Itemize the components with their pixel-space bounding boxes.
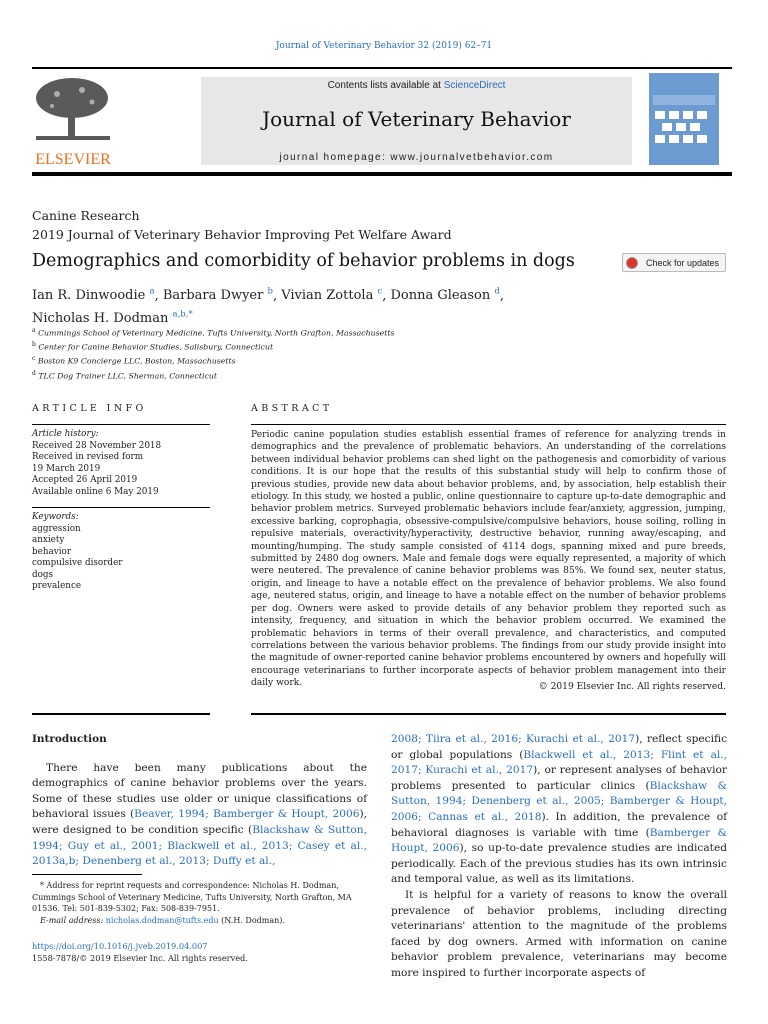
divider <box>251 424 726 425</box>
header-bottom-rule <box>32 172 732 176</box>
keyword: behavior <box>32 546 72 557</box>
article-title: Demographics and comorbidity of behavior problems in dogs <box>32 251 575 271</box>
journal-reference[interactable]: Journal of Veterinary Behavior 32 (2019) 62–71 <box>275 41 493 51</box>
abstract-text: Periodic canine population studies establish essential frames of reference for analyzing trends in demographics and the prevalence of problematic behaviors. An understanding of the correlations between individual behavior problems can shed light on the pathogenesis and comorbidity of various conditions. It is our hope that the results of this substantial study will help to confirm those of previous studies, provide new data about behavior problems, and, by association, help establish their etiology. In this study, we hosted a public, online questionnaire to capture up-to-date demographic and behavior problem metrics. Surveyed problematic behaviors include fear/anxiety, aggression, jumping, excessive barking, coprophagia, obsessive-compulsive/compulsive behaviors, house soiling, rolling in repulsive materials, overactivity/hyperactivity, destructive behavior, running away/escaping, and mounting/humping. The study sample consisted of 4114 dogs, spanning mixed and pure breeds, submitted by 2480 dog owners. Male and female dogs were equally represented, a majority of which were neutered. The prevalence of canine behavior problems was 85%. We found sex, neuter status, origin, and lineage to have a notable effect on the prevalence of behavior problems. We also found age, neutered status, origin, and lineage to have a notable effect on the number of behavior problems per dog. Owners were asked to provide details of any behavior problem they reported such as intensity, frequency, and situation in which the behavior problem occurred. We examined the problematic behaviors in terms of their overall prevalence, and characteristics, and computed correlations between the various behavior problems. The findings from our study provide insight into the magnitude of owner-reported canine behavior problems encountered by owners and hopefully will encourage veterinarians to further incorporate aspects of behavior problem management into their daily work. <box>251 430 726 689</box>
contents-line <box>201 80 632 91</box>
citation-link[interactable]: Blackshaw & Sutton, 1994; Guy et al., 2001; Blackwell et al., 2013; Casey et al., 2013a,b; Denenberg et al., 2013; Duffy et al., <box>32 823 367 868</box>
author-list: Ian R. Dinwoodie $^a$, Barbara Dwyer $^b$, Vivian Zottola $^c$, Donna Gleason $^d$, Nicholas H. Dodman $^{a,b,*}$ <box>32 287 504 326</box>
citation-link[interactable]: Beaver, 1994; Bamberger & Houpt, 2006 <box>134 808 360 821</box>
keyword: dogs <box>32 569 54 580</box>
email-link[interactable]: nicholas.dodman@tufts.edu <box>105 915 219 925</box>
abstract-heading: ABSTRACT <box>251 403 333 414</box>
keyword: prevalence <box>32 581 82 591</box>
author[interactable]: Ian R. Dinwoodie $^a$ <box>32 287 155 304</box>
journal-title: Journal of Veterinary Behavior <box>262 107 571 131</box>
article-section: Canine Research <box>32 208 140 223</box>
keyword: aggression <box>32 523 81 534</box>
affiliation: $^c$ Boston K9 Concierge LLC, Boston, Massachusetts <box>32 355 236 366</box>
divider <box>32 424 210 425</box>
history-item: 19 March 2019 <box>32 463 101 474</box>
divider <box>32 507 210 508</box>
article-info-heading: ARTICLE INFO <box>32 403 147 414</box>
author[interactable]: Nicholas H. Dodman $^{a,b,*}$ <box>32 309 193 326</box>
citation-link[interactable]: Blackwell et al., 2013; Flint et al., 2017; Kurachi et al., 2017 <box>391 748 728 777</box>
footnote-email-line: E-mail address: nicholas.dodman@tufts.edu (N.H. Dodman). <box>40 915 285 925</box>
affiliations <box>32 325 395 382</box>
intro-heading: Introduction <box>32 733 107 745</box>
check-updates-label: Check for updates <box>646 257 720 268</box>
citation-link[interactable]: Blackshaw & Sutton, 1994; Denenberg et al., 2005; Bamberger & Houpt, 2006; Cannas et al., 2018 <box>391 779 727 823</box>
keywords-label: Keywords: <box>32 512 79 522</box>
header-top-rule <box>32 67 732 69</box>
elsevier-logo <box>32 76 114 168</box>
footnote-divider <box>32 874 142 875</box>
intro-paragraph: It is helpful for a variety of reasons to know the overall prevalence of behavior problems, including directing veterinarians' attention to the magnitude of the problems faced by dog owners. Armed with information on canine behavior problem prevalence, veterinarians may become more inspired to further incorporate aspects of <box>391 888 727 979</box>
author[interactable]: Vivian Zottola $^c$ <box>281 287 383 304</box>
sciencedirect-link[interactable]: ScienceDirect <box>443 80 506 91</box>
citation-link[interactable]: 2008; Tiira et al., 2016; Kurachi et al., 2017 <box>391 733 636 745</box>
history-item: Available online 6 May 2019 <box>32 486 159 497</box>
history-item: Accepted 26 April 2019 <box>32 475 138 485</box>
contents-prefix: Contents lists available at <box>327 80 444 91</box>
history-item: Received 28 November 2018 <box>32 440 162 451</box>
doi-link[interactable]: https://doi.org/10.1016/j.jveb.2019.04.007 <box>32 941 208 951</box>
elsevier-tree-icon <box>32 76 114 168</box>
update-badge-icon <box>626 257 638 269</box>
citation-link[interactable]: Bamberger & Houpt, 2006 <box>391 826 727 855</box>
affiliation: $^b$ Center for Canine Behavior Studies, Salisbury, Connecticut <box>32 341 274 352</box>
history-item: Received in revised form <box>32 452 144 462</box>
publisher-name: ELSEVIER <box>35 151 111 168</box>
author[interactable]: Donna Gleason $^d$ <box>390 287 500 304</box>
author[interactable]: Barbara Dwyer $^b$ <box>162 287 273 304</box>
issn-line: 1558-7878/© 2019 Elsevier Inc. All rights reserved. <box>32 953 248 963</box>
intro-paragraph: 2008; Tiira et al., 2016; Kurachi et al., 2017), reflect specific or global populations (Blackwell et al., 2013; Flint et al., 2017; Kurachi et al., 2017), or represent analyses of behavior problems presented to particular clinics (Blackshaw & Sutton, 1994; Denenberg et al., 2005; Bamberger & Houpt, 2006; Cannas et al., 2018). In addition, the prevalence of behavioral diagnoses is variable with time (Bamberger & Houpt, 2006), so up-to-date prevalence studies are indicated periodically. Each of the previous studies has its own intrinsic and temporal value, as well as its limitations. <box>391 733 728 886</box>
article-info <box>32 429 210 593</box>
abstract-copyright: © 2019 Elsevier Inc. All rights reserved. <box>538 682 726 692</box>
journal-homepage[interactable]: journal homepage: www.journalvetbehavior.com <box>279 152 554 163</box>
intro-column-left <box>32 732 367 870</box>
divider <box>251 713 726 715</box>
footnote-text: * Address for reprint requests and correspondence: Nicholas H. Dodman, Cummings School of Veterinary Medicine, Tufts University, North Grafton, MA 01536. Tel: 501-839-5302; Fax: 508-839-7951. <box>32 881 352 913</box>
keyword: compulsive disorder <box>32 558 123 568</box>
doi-block <box>32 940 248 964</box>
keyword: anxiety <box>32 535 65 545</box>
affiliation: $^a$ Cummings School of Veterinary Medicine, Tufts University, North Grafton, Massachusetts <box>32 327 395 338</box>
divider <box>32 713 210 715</box>
history-label: Article history: <box>32 429 99 439</box>
journal-cover-image <box>649 73 719 165</box>
article-award: 2019 Journal of Veterinary Behavior Improving Pet Welfare Award <box>32 227 452 242</box>
check-for-updates-button[interactable] <box>622 253 726 272</box>
correspondence-footnote <box>32 880 367 926</box>
affiliation: $^d$ TLC Dog Trainer LLC, Sherman, Connecticut <box>32 369 218 381</box>
intro-paragraph: There have been many publications about the demographics of canine behavior problems over the years. Some of these studies use older or unique classifications of behavioral issues (Beaver, 1994; Bamberger & Houpt, 2006), were designed to be condition specific (Blackshaw & Sutton, 1994; Guy et al., 2001; Blackwell et al., 2013; Casey et al., 2013a,b; Denenberg et al., 2013; Duffy et al., <box>32 761 367 868</box>
intro-column-right <box>391 732 727 982</box>
